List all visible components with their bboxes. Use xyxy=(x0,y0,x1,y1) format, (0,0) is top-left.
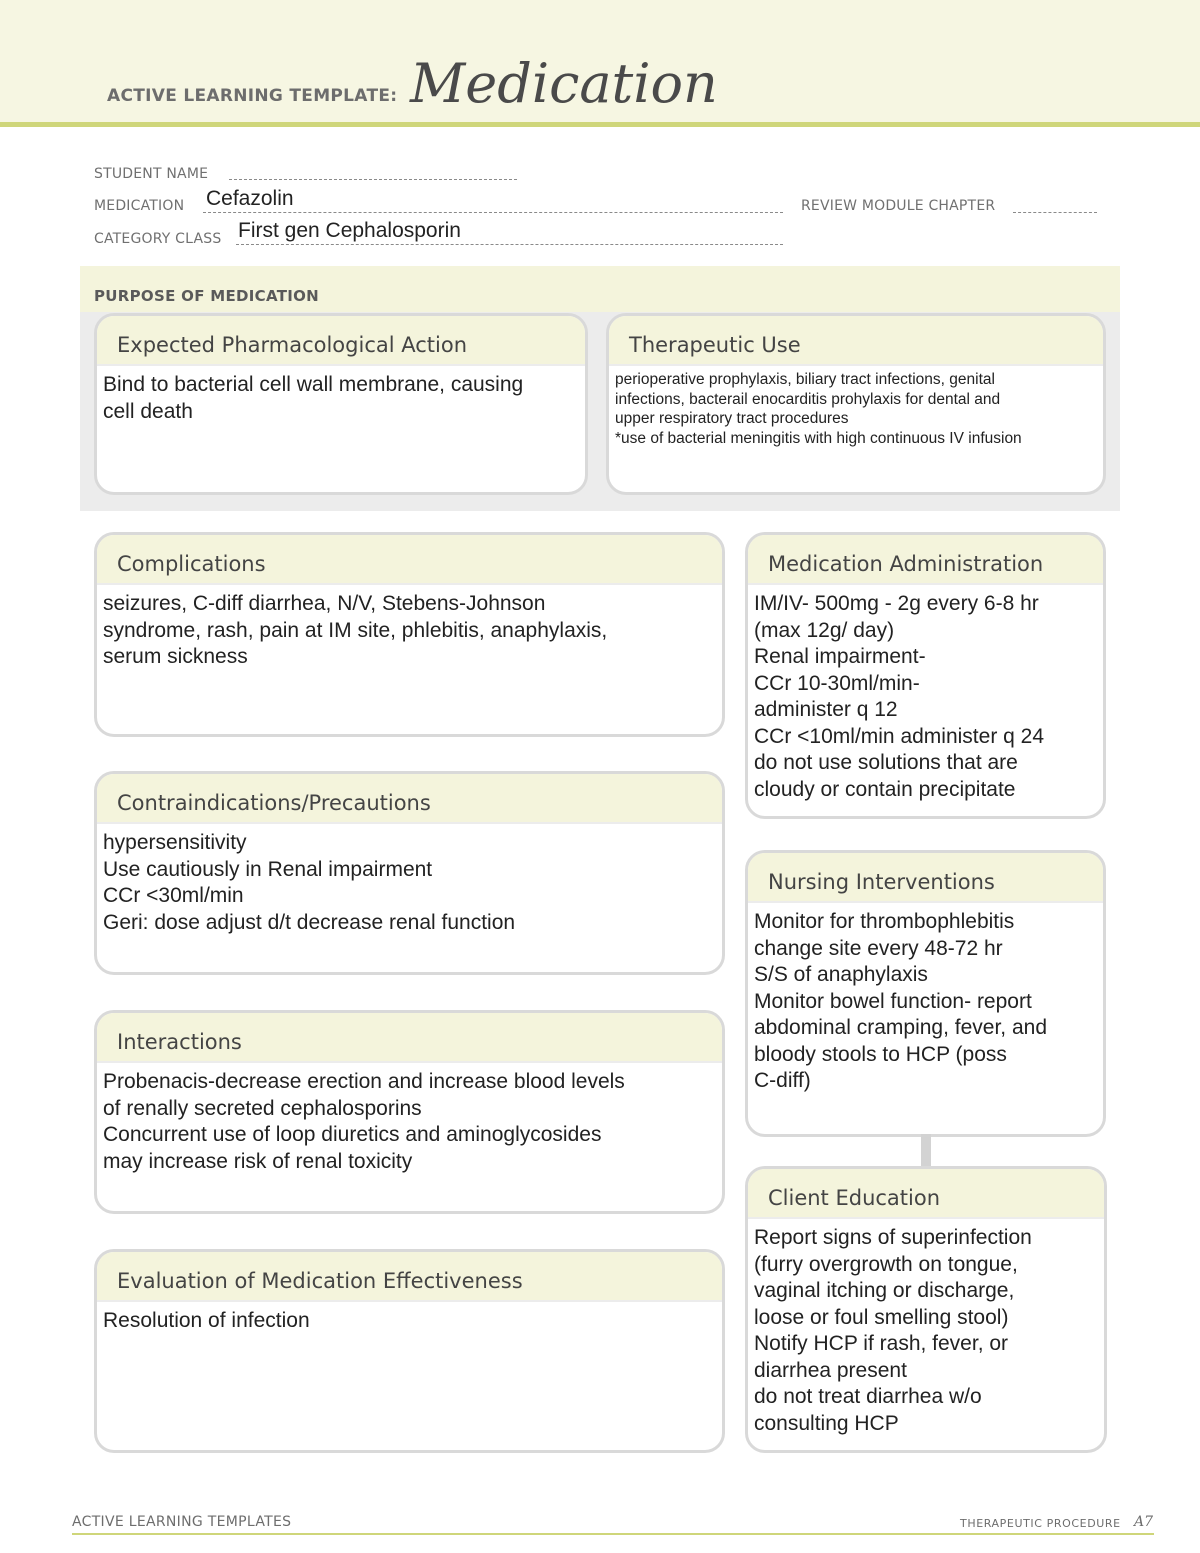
nursing-interventions-box xyxy=(745,850,1106,1137)
client-education-text[interactable]: Report signs of superinfection (furry overgrowth on tongue, vaginal itching or discharge, loose or foul smelling stool) Notify HCP if rash, fever, or diarrhea present do not treat diarrhea w/o consulting HCP xyxy=(754,1226,1032,1435)
purpose-title: PURPOSE OF MEDICATION xyxy=(94,287,320,305)
evaluation-heading: Evaluation of Medication Effectiveness xyxy=(97,1252,722,1302)
interactions-heading: Interactions xyxy=(97,1013,722,1063)
medication-value[interactable]: Cefazolin xyxy=(206,187,294,210)
contraindications-heading: Contraindications/Precautions xyxy=(97,774,722,824)
administration-box xyxy=(745,532,1106,819)
nursing-interventions-text[interactable]: Monitor for thrombophlebitis change site every 48-72 hr S/S of anaphylaxis Monitor bowel function- report abdominal cramping, fever, and bloody stools to HCP (poss C-diff) xyxy=(754,910,1048,1092)
header-rule xyxy=(0,122,1200,127)
nursing-interventions-heading: Nursing Interventions xyxy=(748,853,1103,903)
client-education-box xyxy=(745,1166,1107,1453)
medication-line[interactable] xyxy=(203,211,783,213)
footer-page-number: A7 xyxy=(1134,1514,1154,1530)
category-class-line[interactable] xyxy=(236,243,783,245)
medication-label: MEDICATION xyxy=(94,198,185,214)
student-name-label: STUDENT NAME xyxy=(94,166,209,182)
complications-box xyxy=(94,532,725,737)
complications-text[interactable]: seizures, C-diff diarrhea, N/V, Stebens-Johnson syndrome, rash, pain at IM site, phlebitis, anaphylaxis, serum sickness xyxy=(103,592,608,668)
therapeutic-use-box xyxy=(606,313,1106,495)
expected-action-box xyxy=(94,313,588,495)
contraindications-box xyxy=(94,771,725,975)
administration-text[interactable]: IM/IV- 500mg - 2g every 6-8 hr (max 12g/ day) Renal impairment- CCr 10-30ml/min- administer q 12 CCr <10ml/min administer q 24 do not use solutions that are cloudy or contain precipitate xyxy=(754,592,1045,801)
evaluation-box xyxy=(94,1249,725,1453)
therapeutic-use-text[interactable]: perioperative prophylaxis, biliary tract infections, genital infections, bacterail enocarditis prohylaxis for dental and upper respiratory tract procedures *use of bacterial meningitis with high continuous IV infusion xyxy=(615,371,1022,447)
review-module-line[interactable] xyxy=(1013,211,1097,213)
template-label: ACTIVE LEARNING TEMPLATE: xyxy=(107,86,398,106)
category-class-label: CATEGORY CLASS xyxy=(94,231,222,247)
client-education-heading: Client Education xyxy=(748,1169,1104,1219)
student-name-line[interactable] xyxy=(229,178,517,180)
therapeutic-use-heading: Therapeutic Use xyxy=(609,316,1103,366)
contraindications-text[interactable]: hypersensitivity Use cautiously in Renal impairment CCr <30ml/min Geri: dose adjust d/t decrease renal function xyxy=(103,831,516,934)
footer-right-label: THERAPEUTIC PROCEDURE xyxy=(960,1517,1121,1530)
expected-action-heading: Expected Pharmacological Action xyxy=(97,316,585,366)
administration-heading: Medication Administration xyxy=(748,535,1103,585)
box-connector xyxy=(921,1134,931,1166)
interactions-text[interactable]: Probenacis-decrease erection and increase blood levels of renally secreted cephalosporins Concurrent use of loop diuretics and aminoglycosides may increase risk of renal toxicity xyxy=(103,1070,625,1173)
interactions-box xyxy=(94,1010,725,1214)
complications-heading: Complications xyxy=(97,535,722,585)
footer-left-label: ACTIVE LEARNING TEMPLATES xyxy=(72,1514,292,1530)
evaluation-text[interactable]: Resolution of infection xyxy=(103,1309,310,1332)
review-module-label: REVIEW MODULE CHAPTER xyxy=(801,198,996,214)
category-class-value[interactable]: First gen Cephalosporin xyxy=(238,219,461,242)
footer-rule xyxy=(72,1533,1154,1535)
page-title: Medication xyxy=(410,52,718,115)
expected-action-text[interactable]: Bind to bacterial cell wall membrane, causing cell death xyxy=(103,373,524,423)
